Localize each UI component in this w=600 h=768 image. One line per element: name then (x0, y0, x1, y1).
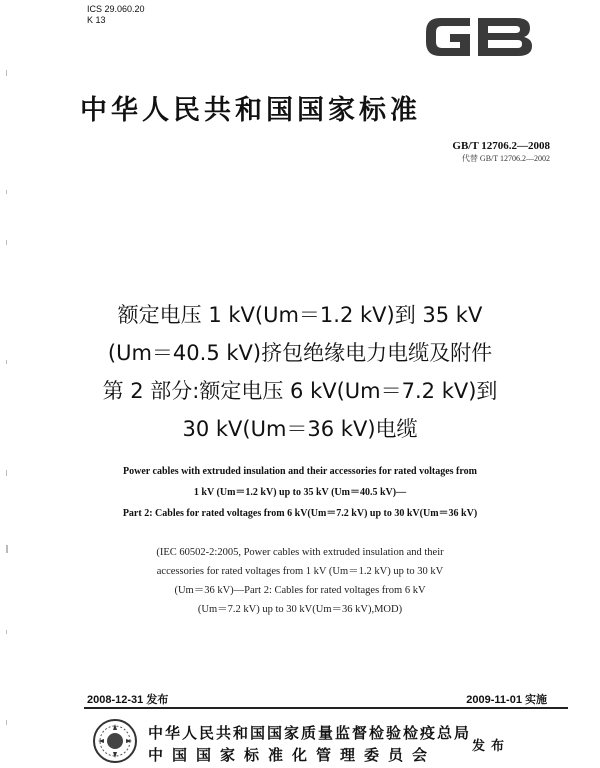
standard-type-title: 中华人民共和国国家标准 (80, 95, 421, 126)
ics-code-block (87, 4, 145, 26)
issuer-line1: 中华人民共和国国家质量监督检验检疫总局 (148, 724, 472, 742)
gb-logo-icon (412, 6, 544, 66)
effective-date: 2009-11-01 实施 (466, 694, 547, 706)
iec-ref-line4: (Um＝7.2 kV) up to 30 kV(Um＝36 kV),MOD) (197, 604, 403, 615)
standard-code: GB/T 12706.2—2008 (452, 140, 550, 152)
replaces-code: 代替 GB/T 12706.2—2002 (461, 154, 550, 163)
divider-rule (84, 707, 568, 709)
title-zh-line2: (Um＝40.5 kV)挤包绝缘电力电缆及附件 (107, 341, 493, 365)
ics-code: ICS 29.060.20 (87, 4, 145, 14)
category-code: K 13 (87, 15, 106, 25)
iec-ref-line2: accessories for rated voltages from 1 kV (Um＝1.2 kV) up to 30 kV (156, 566, 444, 577)
iec-ref-line1: (IEC 60502-2:2005, Power cables with extruded insulation and their (156, 547, 444, 558)
seal-emblem-icon (92, 718, 138, 764)
issuer-line2: 中国国家标准化管理委员会 (148, 746, 437, 764)
title-en-line1: Power cables with extruded insulation and their accessories for rated voltages from (123, 466, 477, 477)
iec-ref-line3: (Um＝36 kV)—Part 2: Cables for rated voltages from 6 kV (174, 585, 426, 596)
title-zh-line4: 30 kV(Um＝36 kV)电缆 (182, 417, 418, 441)
title-zh-line1: 额定电压 1 kV(Um＝1.2 kV)到 35 kV (117, 303, 483, 327)
publish-label: 发布 (472, 739, 511, 754)
title-en-line3: Part 2: Cables for rated voltages from 6 kV(Um＝7.2 kV) up to 30 kV(Um＝36 kV) (122, 508, 478, 519)
title-zh-line3: 第 2 部分:额定电压 6 kV(Um＝7.2 kV)到 (102, 379, 498, 403)
scan-margin-marks (4, 40, 10, 740)
publish-date: 2008-12-31 发布 (87, 694, 169, 706)
title-en-line2: 1 kV (Um＝1.2 kV) up to 35 kV (Um＝40.5 kV)— (193, 487, 407, 498)
